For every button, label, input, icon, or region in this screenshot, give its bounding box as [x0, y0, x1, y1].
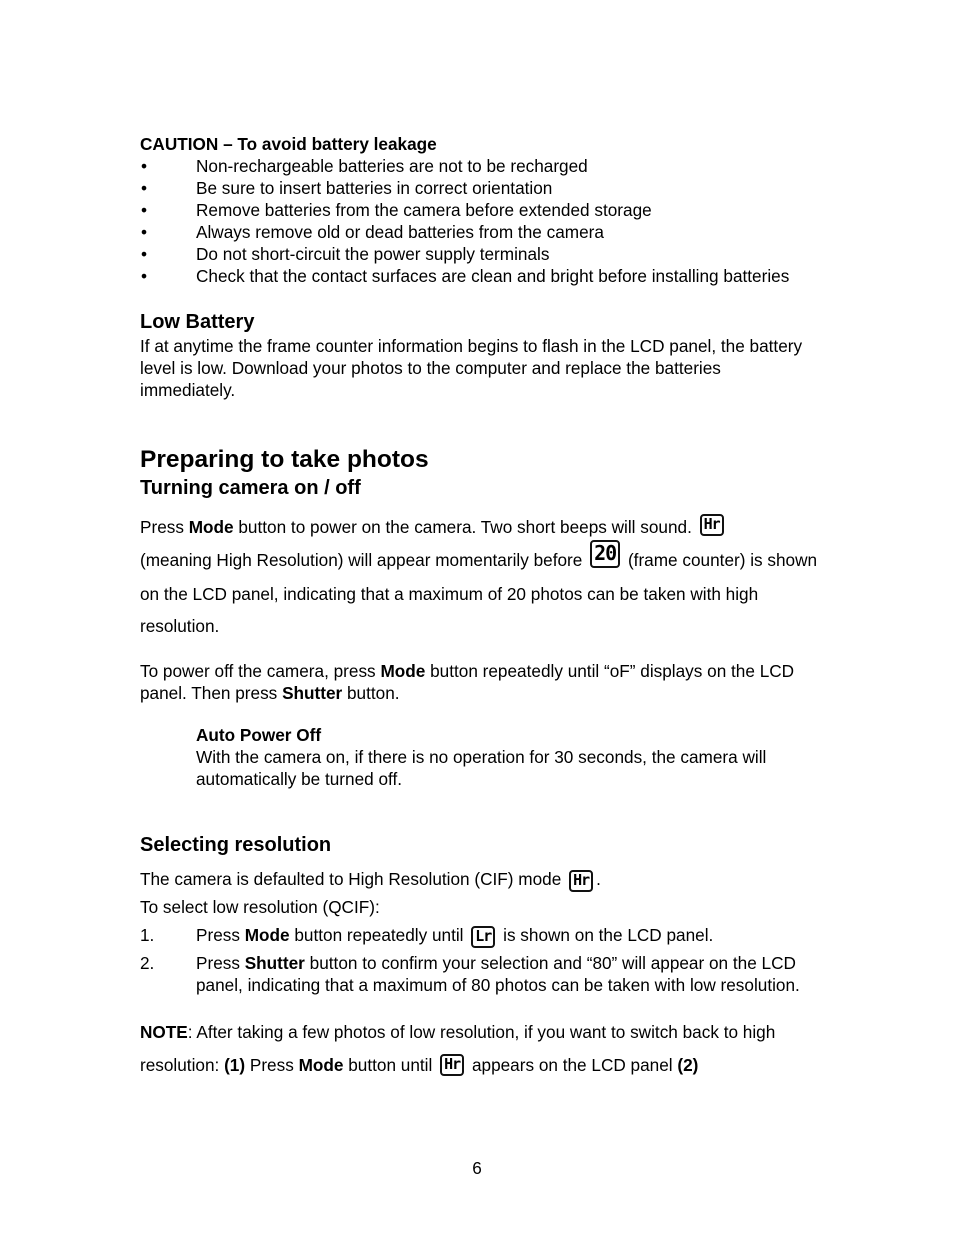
list-item: • Be sure to insert batteries in correct orientation: [141, 178, 553, 198]
selecting-steps: [140, 924, 820, 996]
lcd-hr-icon: Hr: [440, 1054, 464, 1076]
auto-power-off-heading: Auto Power Off: [196, 725, 322, 745]
list-item: • Always remove old or dead batteries from the camera: [141, 222, 604, 242]
selecting-default-text: The camera is defaulted to High Resolution (CIF) mode Hr .: [140, 868, 820, 896]
list-item: 1. Press Mode button repeatedly until Lr is shown on the LCD panel.: [140, 924, 820, 952]
lcd-frame-counter-icon: 20: [590, 540, 620, 568]
caution-title: CAUTION – To avoid battery leakage: [140, 134, 437, 154]
selecting-heading: Selecting resolution: [140, 834, 332, 856]
caution-list: [140, 155, 820, 287]
page-number: 6: [472, 1158, 482, 1178]
turning-heading: Turning camera on / off: [140, 477, 361, 499]
list-item: • Non-rechargeable batteries are not to be recharged: [141, 156, 588, 176]
low-battery-text: If at anytime the frame counter information begins to flash in the LCD panel, the battery level is low. Download your photos to the computer and replace the batteries immediately.: [140, 336, 803, 400]
power-on-paragraph: Press Mode button to power on the camera. Two short beeps will sound. Hr (meaning High Resolution) will appear momentarily before 20 (frame counter) is shown on the LCD panel, indicating that a maximum of 20 photos can be taken with high resolution.: [140, 515, 818, 636]
selecting-low-text: To select low resolution (QCIF):: [140, 897, 380, 917]
list-item: • Do not short-circuit the power supply terminals: [141, 244, 550, 264]
bullet-icon: •: [141, 178, 148, 198]
list-item: • Remove batteries from the camera before extended storage: [141, 200, 652, 220]
bullet-icon: •: [141, 266, 148, 286]
list-item: 2. Press Shutter button to confirm your selection and “80” will appear on the LCD panel, indicating that a maximum of 80 photos can be taken with low resolution.: [140, 953, 800, 995]
low-battery-heading: Low Battery: [140, 311, 255, 333]
bullet-icon: •: [141, 244, 148, 264]
list-item: • Check that the contact surfaces are clean and bright before installing batteries: [141, 266, 790, 286]
lcd-hr-icon: Hr: [569, 870, 593, 892]
auto-power-off-text: With the camera on, if there is no operation for 30 seconds, the camera will automatically be turned off.: [196, 747, 767, 789]
note-paragraph: NOTE: After taking a few photos of low resolution, if you want to switch back to high resolution: (1) Press Mode button until Hr appears on the LCD panel (2): [140, 1022, 776, 1075]
auto-power-off-block: [140, 724, 820, 790]
power-off-paragraph: To power off the camera, press Mode button repeatedly until “oF” displays on the LCD panel. Then press Shutter button.: [140, 661, 795, 703]
bullet-icon: •: [141, 156, 148, 176]
bullet-icon: •: [141, 200, 148, 220]
bullet-icon: •: [141, 222, 148, 242]
preparing-heading: Preparing to take photos: [140, 446, 429, 473]
lcd-lr-icon: Lr: [471, 926, 495, 948]
manual-page: [140, 133, 820, 1082]
lcd-hr-icon: Hr: [700, 514, 724, 536]
